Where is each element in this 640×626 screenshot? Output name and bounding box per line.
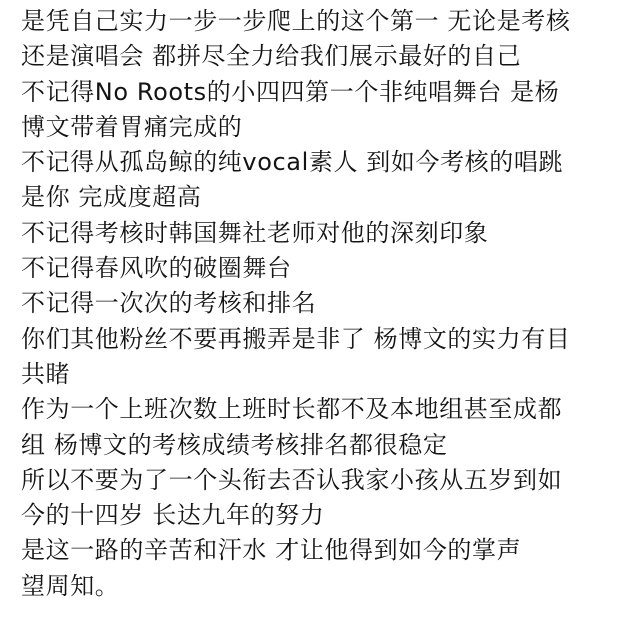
post-text-line: 作为一个上班次数上班时长都不及本地组甚至成都 <box>21 395 563 424</box>
post-text-line: 不记得从孤岛鲸的纯vocal素人 到如今考核的唱跳 <box>21 148 564 177</box>
post-text-line: 今的十四岁 长达九年的努力 <box>21 501 325 530</box>
post-text-line: 所以不要为了一个头衔去否认我家小孩从五岁到如 <box>21 465 563 494</box>
post-text-line: 望周知。 <box>21 571 120 600</box>
post-text-line: 不记得No Roots的小四四第一个非纯唱舞台 是杨 <box>21 77 560 106</box>
post-text-line: 还是演唱会 都拼尽全力给我们展示最好的自己 <box>21 42 522 71</box>
post-text-line: 是你 完成度超高 <box>21 183 202 212</box>
post-text-line: 博文带着胃痛完成的 <box>21 112 243 141</box>
post-text-line: 是凭自己实力一步一步爬上的这个第一 无论是考核 <box>21 7 571 35</box>
post-text-line: 不记得一次次的考核和排名 <box>21 289 317 318</box>
post-text-line: 不记得春风吹的破圈舞台 <box>21 254 292 283</box>
post-text-line: 组 杨博文的考核成绩考核排名都很稳定 <box>21 430 448 459</box>
post-text-line: 不记得考核时韩国舞社老师对他的深刻印象 <box>21 218 489 247</box>
post-text-line: 共睹 <box>21 359 71 388</box>
post-text-line: 你们其他粉丝不要再搬弄是非了 杨博文的实力有目 <box>21 324 571 353</box>
post-text-line: 是这一路的辛苦和汗水 才让他得到如今的掌声 <box>21 536 522 565</box>
